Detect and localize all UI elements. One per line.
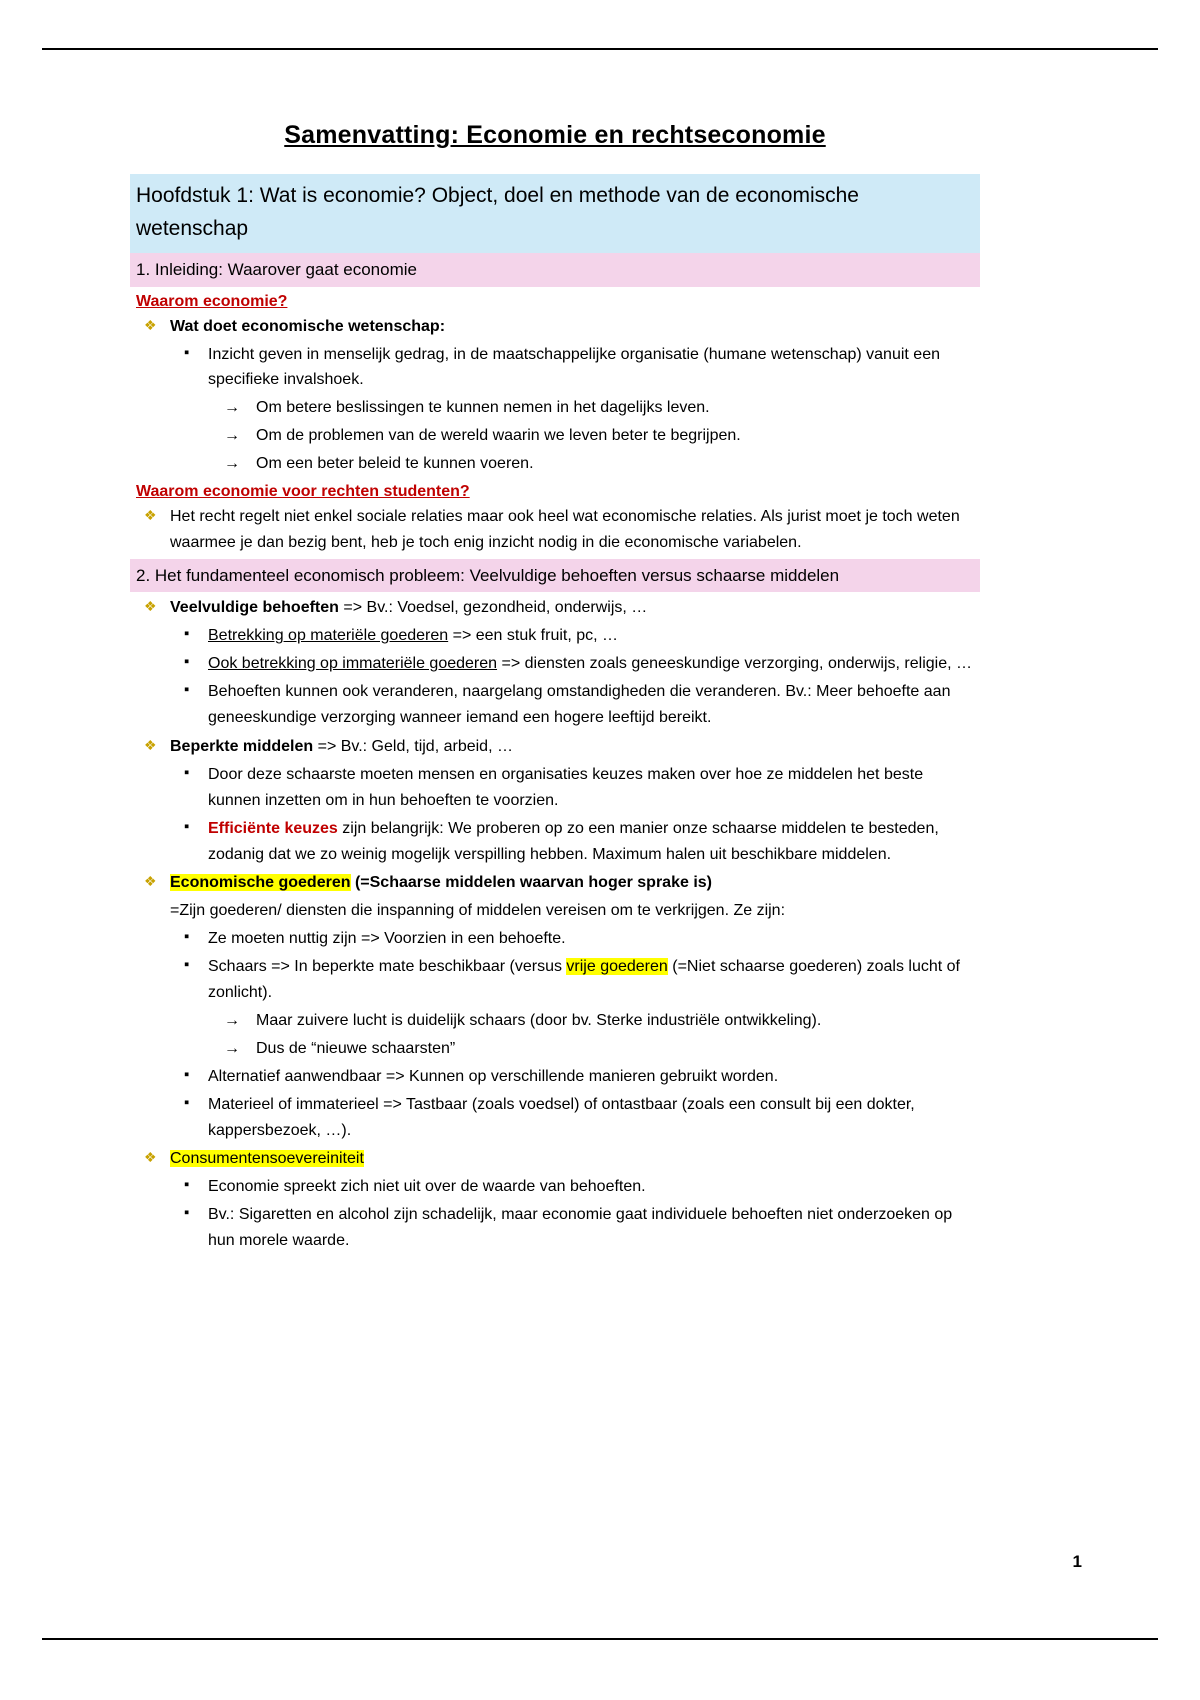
- document-content: [130, 120, 980, 1257]
- list-level3: [208, 395, 980, 477]
- page-number: 1: [1072, 1552, 1082, 1571]
- list-level2: [170, 762, 980, 868]
- header-rule: [42, 48, 1158, 50]
- list-level2: [170, 342, 980, 478]
- list-item-label: Wat doet economische wetenschap:: [170, 317, 446, 335]
- term-efficiente-keuzes: Efficiënte keuzes: [208, 819, 338, 837]
- footer-rule: [42, 1638, 1158, 1640]
- list-item: [170, 623, 980, 649]
- list-item: [130, 870, 980, 1143]
- list-item: [208, 451, 980, 477]
- list-item: [170, 1064, 980, 1090]
- list-item: [170, 1202, 980, 1254]
- list-level2: [170, 926, 980, 1143]
- list-item-label: Om betere beslissingen te kunnen nemen in het dagelijks leven.: [256, 399, 710, 417]
- list-item: [170, 679, 980, 731]
- list-item: [130, 504, 980, 556]
- list-item: [170, 954, 980, 1062]
- term-vrije-goederen: vrije goederen: [566, 958, 668, 976]
- list-item-label: Om de problemen van de wereld waarin we leven beter te begrijpen.: [256, 427, 741, 445]
- term-veelvuldige-behoeften-rest: => Bv.: Voedsel, gezondheid, onderwijs, …: [338, 599, 648, 617]
- subheading-waarom-economie: Waarom economie?: [136, 292, 288, 310]
- list-level2: [170, 1174, 980, 1254]
- list-item-label-post: (=Niet schaarse goederen) zoals lucht of zonlicht).: [208, 958, 960, 1002]
- list-level2: [170, 623, 980, 731]
- term-materiele-goederen: Betrekking op materiële goederen: [208, 627, 449, 645]
- list-item: [130, 595, 980, 731]
- list-item: [170, 1092, 980, 1144]
- list-item-label: Materieel of immaterieel => Tastbaar (zoals voedsel) of ontastbaar (zoals een consult bij een dokter, kappersbezoek, …).: [208, 1095, 915, 1139]
- list-item-label: Inzicht geven in menselijk gedrag, in de maatschappelijke organisatie (humane wetenschap) vanuit een specifieke invalshoek.: [208, 345, 940, 389]
- list-item: [208, 395, 980, 421]
- list-level1-waarom: [130, 314, 980, 477]
- page-title: Samenvatting: Economie en rechtseconomie: [284, 121, 826, 149]
- list-item: [208, 1036, 980, 1062]
- list-item: [170, 342, 980, 478]
- list-item: [208, 423, 980, 449]
- list-item: [130, 314, 980, 477]
- list-item-label: => diensten zoals geneeskundige verzorging, onderwijs, religie, …: [497, 655, 972, 673]
- list-item: [170, 816, 980, 868]
- term-beperkte-middelen: Beperkte middelen: [170, 737, 314, 755]
- list-item: [130, 734, 980, 868]
- list-item-label: Om een beter beleid te kunnen voeren.: [256, 455, 534, 473]
- list-level1-behoeften: [130, 595, 980, 1254]
- list-item-label: Behoeften kunnen ook veranderen, naargelang omstandigheden die veranderen. Bv.: Meer behoefte aan geneeskundige verzorging wanneer iemand een hogere leeftijd bereikt.: [208, 683, 951, 726]
- subheading-waarom-rechten: Waarom economie voor rechten studenten?: [136, 483, 470, 501]
- term-consumentensoevereiniteit: Consumentensoevereiniteit: [170, 1150, 364, 1168]
- section-heading-1: 1. Inleiding: Waarover gaat economie: [130, 253, 980, 287]
- list-item-label: Het recht regelt niet enkel sociale relaties maar ook heel wat economische relaties. Als jurist moet je toch weten waarmee je dan bezig bent, heb je toch enig inzicht nodig in die economische variabelen.: [170, 508, 960, 551]
- chapter-heading: Hoofdstuk 1: Wat is economie? Object, doel en methode van de economische wetenschap: [130, 174, 980, 253]
- term-economische-goederen-rest: (=Schaarse middelen waarvan hoger sprake is): [350, 874, 712, 892]
- list-level1-rechten: [130, 504, 980, 556]
- list-item-label: Economie spreekt zich niet uit over de waarde van behoeften.: [208, 1178, 646, 1196]
- list-item: [170, 651, 980, 677]
- term-immateriele-goederen: Ook betrekking op immateriële goederen: [208, 655, 498, 673]
- term-economische-goederen: Economische goederen: [170, 874, 351, 892]
- list-level3: [208, 1008, 980, 1062]
- list-item: [208, 1008, 980, 1034]
- list-item: [170, 1174, 980, 1200]
- list-item-label: Alternatief aanwendbaar => Kunnen op verschillende manieren gebruikt worden.: [208, 1067, 779, 1085]
- list-item-label: Dus de “nieuwe schaarsten”: [256, 1039, 456, 1057]
- term-beperkte-middelen-rest: => Bv.: Geld, tijd, arbeid, …: [313, 737, 513, 755]
- list-item: [170, 762, 980, 814]
- list-item-label: Door deze schaarste moeten mensen en organisaties keuzes maken over hoe ze middelen het beste kunnen inzetten om in hun behoeften te voorzien.: [208, 765, 924, 809]
- definition-economische-goederen: =Zijn goederen/ diensten die inspanning of middelen vereisen om te verkrijgen. Ze zijn:: [170, 902, 786, 920]
- section-heading-2: 2. Het fundamenteel economisch probleem: Veelvuldige behoeften versus schaarse middelen: [130, 559, 980, 593]
- list-item: [170, 926, 980, 952]
- list-item-label: Bv.: Sigaretten en alcohol zijn schadelijk, maar economie gaat individuele behoeften niet onderzoeken op hun morele waarde.: [208, 1206, 953, 1250]
- list-item: [130, 1146, 980, 1254]
- list-item-label: => een stuk fruit, pc, …: [448, 627, 619, 645]
- list-item-label: zijn belangrijk: We proberen op zo een manier onze schaarse middelen te besteden, zodanig dat we zo weinig mogelijk verspilling hebben. Maximum halen uit beschikbare middelen.: [208, 819, 939, 863]
- list-item-label: Ze moeten nuttig zijn => Voorzien in een behoefte.: [208, 930, 566, 948]
- list-item-label-pre: Schaars => In beperkte mate beschikbaar (versus: [208, 958, 567, 976]
- term-veelvuldige-behoeften: Veelvuldige behoeften: [170, 599, 339, 617]
- list-item-label: Maar zuivere lucht is duidelijk schaars (door bv. Sterke industriële ontwikkeling).: [256, 1011, 822, 1029]
